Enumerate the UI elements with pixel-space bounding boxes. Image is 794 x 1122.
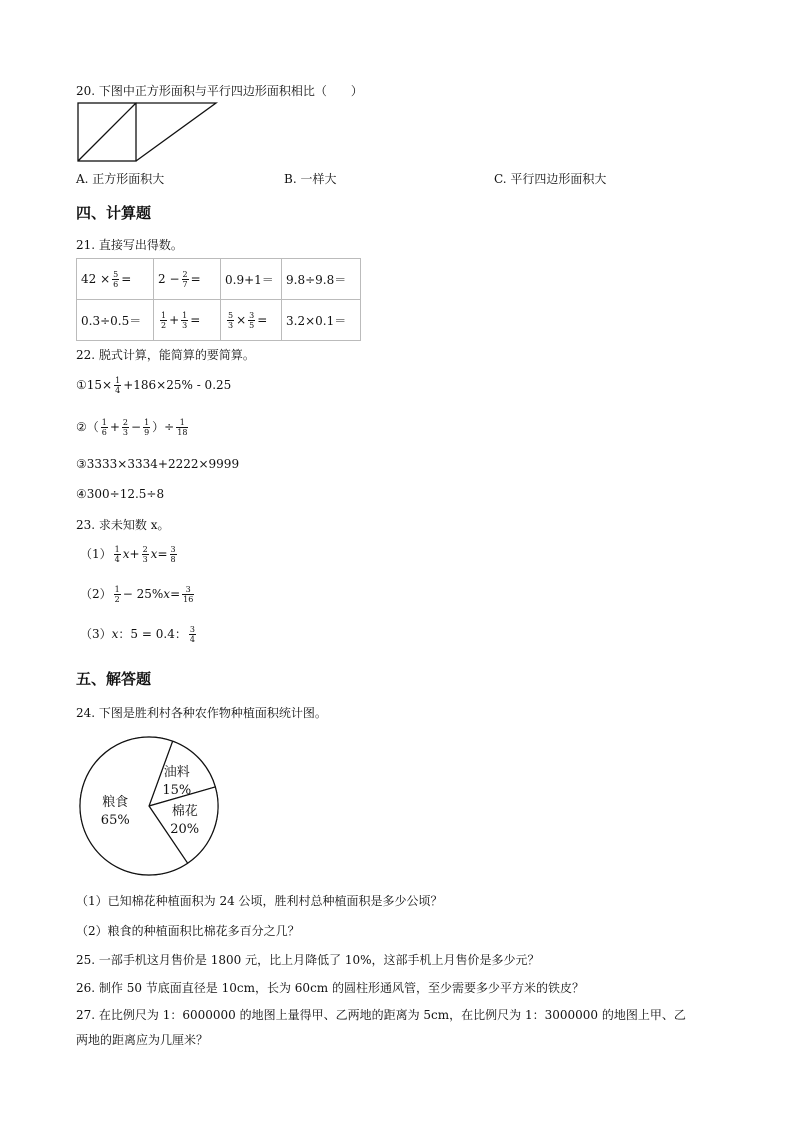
- q21-cell: [154, 300, 221, 341]
- q20-option-c[interactable]: C. 平行四边形面积大: [494, 172, 607, 186]
- denominator: 2: [161, 320, 167, 330]
- denominator: 9: [144, 428, 150, 437]
- q23-eq-3: [80, 625, 198, 644]
- q21-cell: 9.8÷9.8＝: [282, 259, 361, 300]
- fraction: [142, 545, 149, 564]
- q20-title: 20. 下图中正方形面积与平行四边形面积相比（ ）: [76, 84, 363, 98]
- variable: x: [111, 627, 119, 641]
- numerator: 3: [170, 545, 176, 554]
- pie-category-label: 油料: [163, 765, 190, 781]
- denominator: 18: [177, 428, 188, 437]
- q21-cell: [77, 259, 154, 300]
- pie-percent-label: 65%: [100, 813, 130, 829]
- q21-cell: 0.9+1＝: [221, 259, 282, 300]
- q22-expr-4: ④300÷12.5÷8: [76, 487, 165, 501]
- q20-option-b[interactable]: B. 一样大: [284, 172, 337, 186]
- denominator: 3: [122, 428, 129, 437]
- numerator: 3: [182, 585, 194, 595]
- section-4-title: 四、计算题: [76, 204, 152, 222]
- q20-option-a[interactable]: A. 正方形面积大: [76, 172, 165, 186]
- expr-text: +186×25% - 0.25: [123, 378, 232, 392]
- crop-area-pie-chart: [74, 736, 224, 880]
- q21-title: 21. 直接写出得数。: [76, 238, 183, 252]
- q25-text: 25. 一部手机这月售价是 1800 元，比上月降低了 10%，这部手机上月售价是多少元？: [76, 953, 540, 967]
- fraction: [181, 311, 188, 330]
- expr-text: ①15×: [76, 378, 113, 392]
- operator: =: [157, 547, 168, 561]
- denominator: 4: [115, 386, 121, 395]
- denominator: 16: [183, 595, 194, 604]
- cell-text: 42 ×: [81, 271, 111, 286]
- numerator: 2: [142, 545, 148, 554]
- fraction: [101, 418, 108, 437]
- numerator: 5: [228, 310, 234, 320]
- variable: x: [150, 547, 158, 561]
- fraction: [160, 311, 167, 330]
- variable: x: [122, 547, 130, 561]
- numerator: 1: [115, 376, 121, 385]
- eq-label: （1）: [80, 547, 112, 561]
- denominator: 5: [249, 320, 255, 330]
- q21-cell: [154, 259, 221, 300]
- cell-text: 2 −: [158, 271, 180, 286]
- operator: =: [170, 587, 181, 601]
- numerator: 1: [114, 545, 120, 554]
- q22-title: 22. 脱式计算，能简算的要简算。: [76, 348, 255, 362]
- operator: +: [109, 420, 120, 434]
- q24-title: 24. 下图是胜利村各种农作物种植面积统计图。: [76, 706, 327, 720]
- q21-table: [76, 258, 361, 341]
- fraction: [182, 585, 194, 604]
- variable: x: [163, 587, 171, 601]
- numerator: 1: [182, 310, 188, 320]
- eq-label: （2）: [80, 587, 112, 601]
- fraction: [170, 545, 177, 564]
- eq-label: （3）: [80, 627, 112, 641]
- q26-text: 26. 制作 50 节底面直径是 10cm，长为 60cm 的圆柱形通风管，至少需要多少平方米的铁皮？: [76, 981, 584, 995]
- numerator: 1: [101, 418, 107, 427]
- q21-cell: [221, 300, 282, 341]
- pie-category-label: 棉花: [171, 803, 198, 819]
- expr-text: ：5 = 0.4：: [118, 627, 187, 641]
- fraction: [248, 311, 255, 330]
- denominator: 4: [189, 635, 195, 644]
- q21-cell: 0.3÷0.5＝: [77, 300, 154, 341]
- operator: +: [129, 547, 140, 561]
- pie-percent-label: 20%: [170, 821, 200, 837]
- q21-cell: 3.2×0.1＝: [282, 300, 361, 341]
- q27-line-1: 27. 在比例尺为 1：6000000 的地图上量得甲、乙两地的距离为 5cm，在比例尺为 1：3000000 的地图上甲、乙: [76, 1008, 686, 1022]
- q22-expr-1: [76, 376, 231, 395]
- denominator: 3: [142, 555, 148, 564]
- fraction: [114, 376, 121, 395]
- cell-text: =: [190, 312, 201, 327]
- fraction: [227, 311, 234, 330]
- section-5-title: 五、解答题: [76, 670, 152, 688]
- numerator: 5: [113, 269, 119, 279]
- pie-percent-label: 15%: [162, 783, 192, 799]
- numerator: 1: [114, 585, 120, 594]
- q24-sub-1: （1）已知棉花种植面积为 24 公顷，胜利村总种植面积是多少公顷？: [76, 894, 443, 908]
- fraction: [112, 270, 119, 289]
- operator: ×: [236, 312, 247, 327]
- fraction: [114, 585, 121, 604]
- numerator: 1: [176, 418, 188, 428]
- denominator: 3: [228, 320, 234, 330]
- denominator: 2: [114, 595, 120, 604]
- fraction: [176, 418, 188, 437]
- numerator: 1: [161, 310, 167, 320]
- numerator: 2: [122, 418, 129, 427]
- fraction: [143, 418, 150, 437]
- numerator: 3: [189, 625, 195, 634]
- operator: +: [169, 312, 180, 327]
- fraction: [114, 545, 121, 564]
- numerator: 3: [249, 310, 255, 320]
- denominator: 4: [114, 555, 120, 564]
- cell-text: =: [257, 312, 268, 327]
- q24-sub-2: （2）粮食的种植面积比棉花多百分之几？: [76, 924, 300, 938]
- operator: −: [131, 420, 142, 434]
- fraction: [189, 625, 196, 644]
- q23-eq-1: [80, 545, 179, 564]
- q22-expr-3: ③3333×3334+2222×9999: [76, 457, 240, 471]
- numerator: 1: [144, 418, 150, 427]
- denominator: 8: [170, 555, 176, 564]
- numerator: 2: [182, 269, 188, 279]
- denominator: 6: [101, 428, 107, 437]
- cell-text: =: [190, 271, 201, 286]
- fraction: [182, 270, 189, 289]
- denominator: 7: [182, 279, 188, 289]
- q27-line-2: 两地的距离应为几厘米？: [76, 1033, 209, 1047]
- fraction: [122, 418, 129, 437]
- q23-eq-2: [80, 585, 196, 604]
- q22-expr-2: [76, 418, 190, 437]
- expr-text: ）÷: [152, 420, 175, 434]
- expr-text: ②（: [76, 420, 99, 434]
- expr-text: − 25%: [122, 587, 164, 601]
- square-parallelogram-figure: [76, 100, 221, 164]
- q23-title: 23. 求未知数 x。: [76, 518, 170, 532]
- pie-category-label: 粮食: [102, 795, 129, 811]
- denominator: 3: [182, 320, 188, 330]
- denominator: 6: [113, 279, 119, 289]
- cell-text: =: [121, 271, 132, 286]
